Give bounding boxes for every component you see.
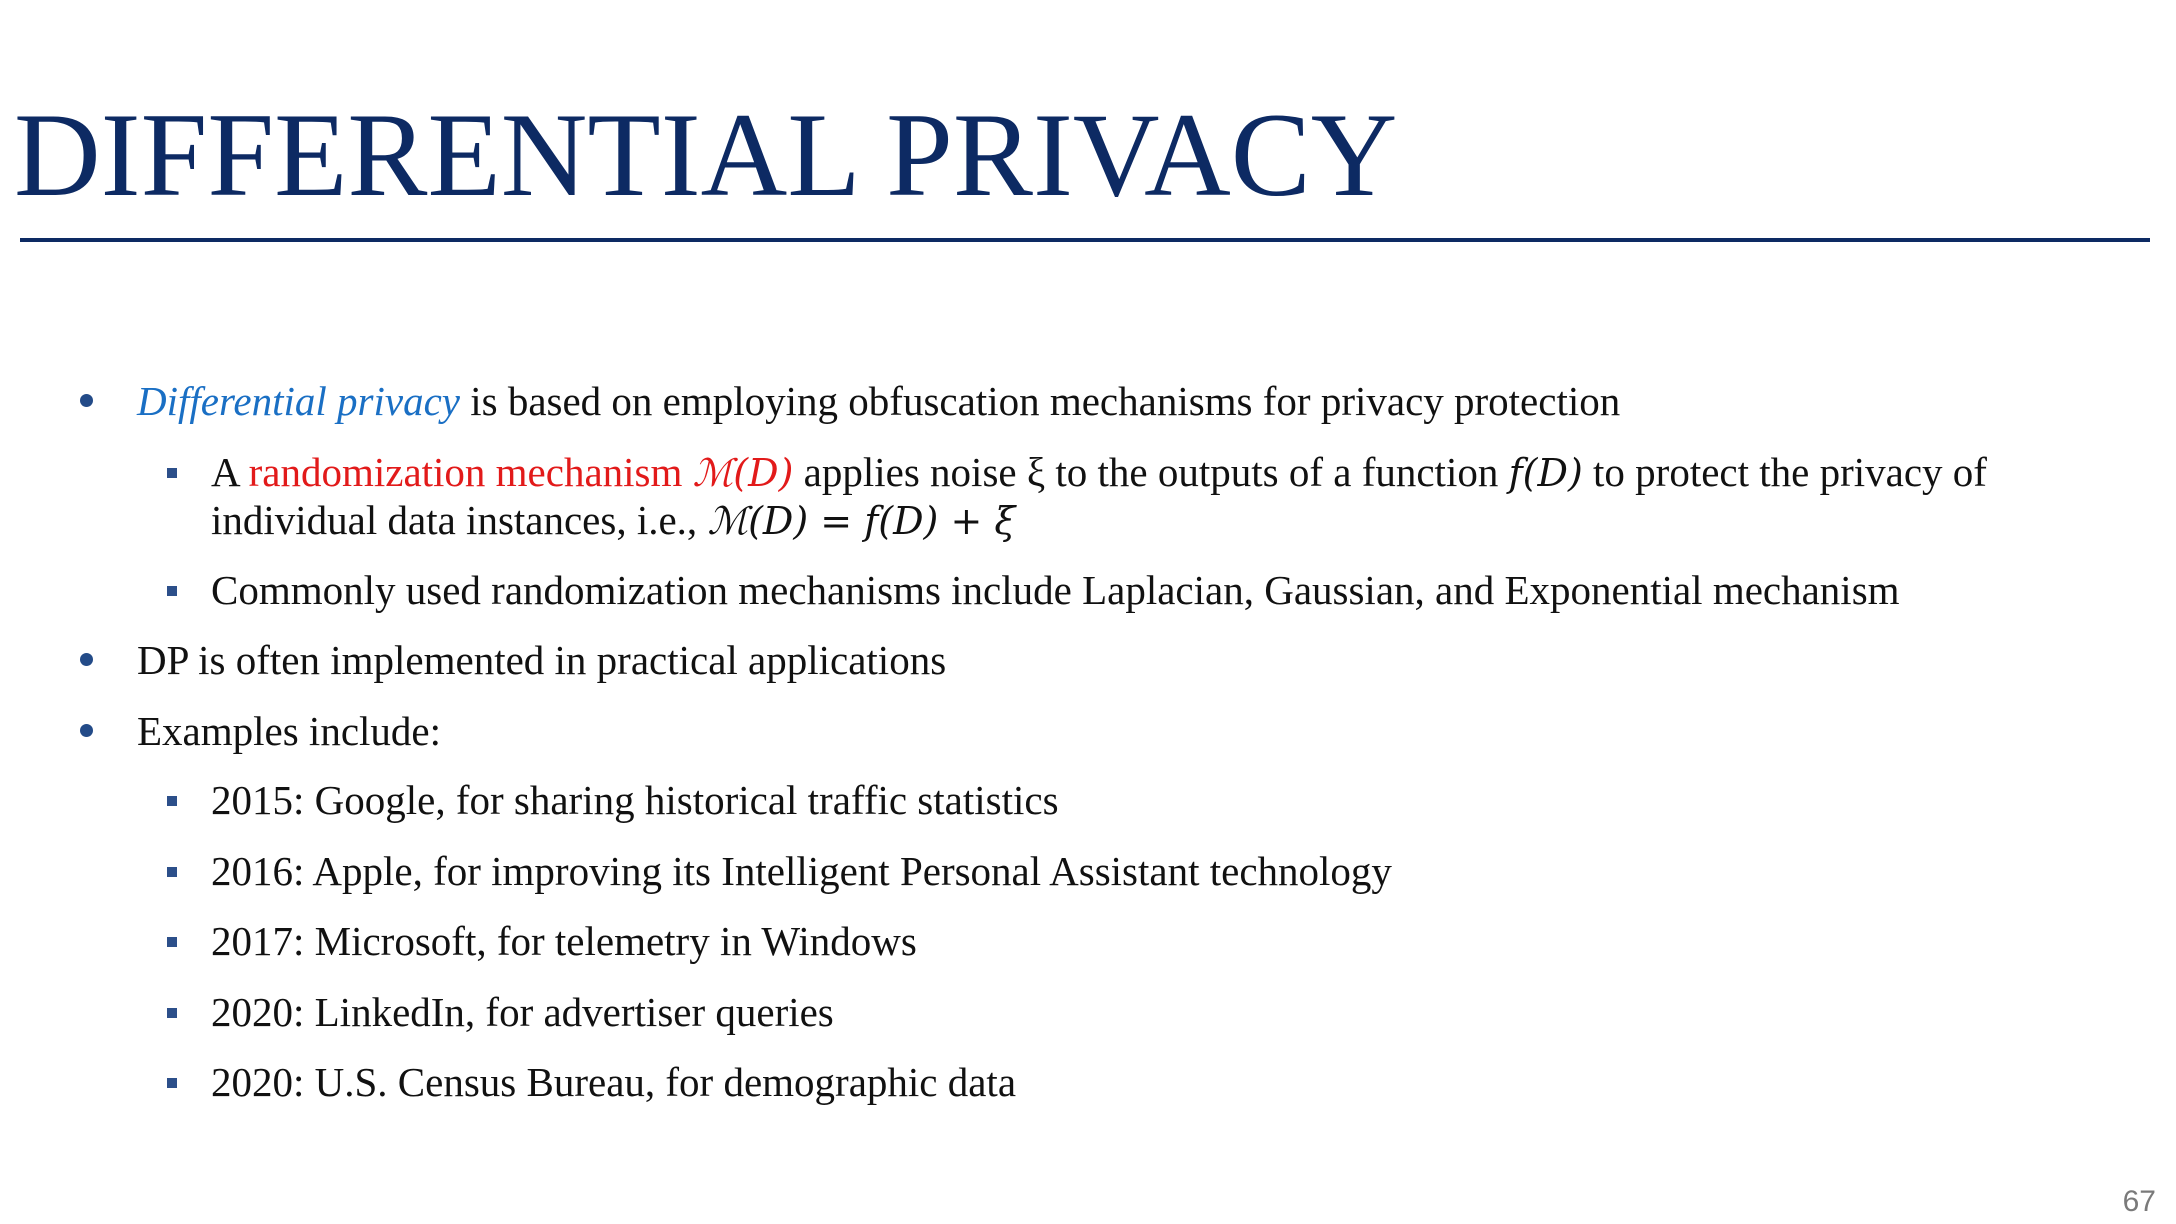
math-function: f(D) (1508, 451, 1583, 495)
math-mechanism: ℳ(D) (692, 451, 794, 495)
slide-title: DIFFERENTIAL PRIVACY (14, 88, 1398, 221)
sub-bullet-marker (167, 586, 177, 596)
sub-bullet-randomization-mechanism-line2 (211, 496, 1015, 545)
example-item: 2016: Apple, for improving its Intelligent Personal Assistant technology (211, 848, 1392, 894)
example-item: 2020: U.S. Census Bureau, for demographic data (211, 1059, 1017, 1105)
sub-bullet-text: applies noise ξ to the outputs of a function (793, 449, 1509, 495)
sub-bullet-text: to protect the privacy of (1582, 449, 1987, 495)
sub-bullet-marker (167, 796, 177, 806)
sub-bullet-text: A (211, 449, 249, 495)
term-differential-privacy: Differential privacy (137, 378, 460, 424)
highlight-randomization-mechanism: randomization mechanism (248, 449, 693, 495)
example-item: 2020: LinkedIn, for advertiser queries (211, 989, 834, 1035)
page-number: 67 (2122, 1185, 2156, 1218)
bullet-dp-implemented: DP is often implemented in practical applications (137, 637, 947, 683)
sub-bullet-marker (167, 468, 177, 478)
sub-bullet-text: individual data instances, i.e., (211, 497, 708, 543)
sub-bullet-marker (167, 1008, 177, 1018)
sub-bullet-marker (167, 1078, 177, 1088)
bullet-marker (80, 724, 93, 737)
sub-bullet-marker (167, 937, 177, 947)
sub-bullet-randomization-mechanism (211, 448, 1987, 497)
example-item: 2017: Microsoft, for telemetry in Windows (211, 918, 917, 964)
example-item: 2015: Google, for sharing historical traffic statistics (211, 777, 1059, 823)
bullet-marker (80, 653, 93, 666)
bullet-differential-privacy (137, 377, 1620, 425)
math-equation: ℳ(D) = f(D) + ξ (707, 499, 1016, 543)
bullet-examples-include: Examples include: (137, 708, 441, 754)
bullet-marker (80, 394, 93, 407)
bullet-text: is based on employing obfuscation mechanisms for privacy protection (459, 378, 1621, 424)
sub-bullet-marker (167, 867, 177, 877)
title-divider (20, 238, 2150, 242)
sub-bullet-common-mechanisms: Commonly used randomization mechanisms include Laplacian, Gaussian, and Exponential mechanism (211, 567, 1900, 613)
